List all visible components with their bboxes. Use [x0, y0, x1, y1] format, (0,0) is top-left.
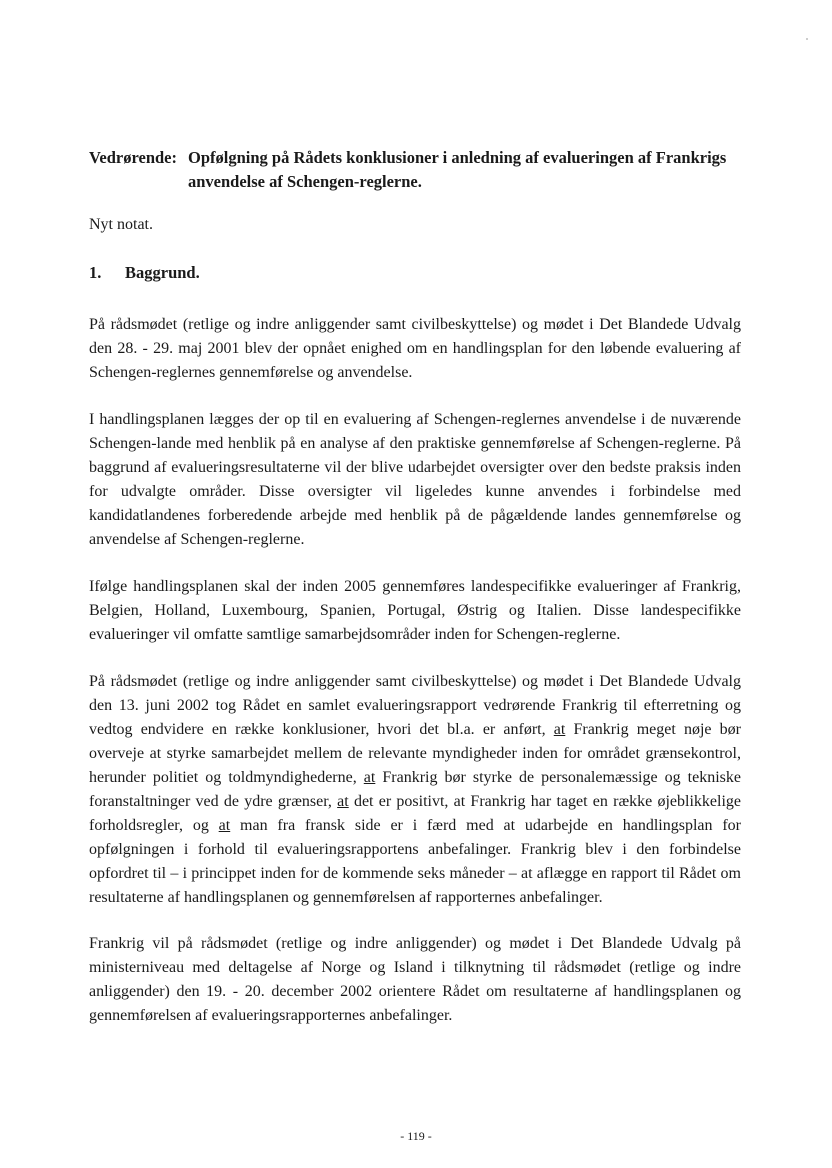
underlined-at: at — [218, 817, 231, 834]
paragraph-5: Frankrig vil på rådsmødet (retlige og indre anliggender) og mødet i Det Blandede Udvalg på ministerniveau med deltagelse af Norge og Island i tilknytning til rådsmødet (retlige og indre anliggender) den 19. - 20. december 2002 orientere Rådet om resultaterne af handlingsplanen og gennemførelsen af evalueringsrapporternes anbefalinger. — [89, 935, 741, 1024]
paragraph-4 — [89, 670, 741, 910]
note-text: Nyt notat. — [89, 216, 153, 233]
paragraph-1: På rådsmødet (retlige og indre anliggender samt civilbeskyttelse) og mødet i Det Blandede Udvalg den 28. - 29. maj 2001 blev der opnået enighed om en handlingsplan for den løbende evaluering af Schengen-reglernes gennemførelse og anvendelse. — [89, 316, 741, 381]
subject-line — [89, 146, 769, 194]
section-heading — [89, 262, 200, 284]
section-number: 1. — [89, 263, 102, 282]
paragraph-4-part-e: man fra fransk side er i færd med at udarbejde en handlingsplan for opfølgningen i forhold til evalueringsrapportens anbefalinger. Frankrig blev i den forbindelse opfordret til – i princippet inden for de kommende seks måneder – at aflægge en rapport til Rådet om resultaterne af handlingsplanen og gennemførelsen af rapporternes anbefalinger. — [89, 817, 741, 906]
paragraph-4-part-a: På rådsmødet (retlige og indre anliggender samt civilbeskyttelse) og mødet i Det Blandede Udvalg den 13. juni 2002 tog Rådet en samlet evalueringsrapport vedrørende Frankrig til efterretning og vedtog endvidere en række konklusioner, hvori det bl.a. er anført, — [89, 673, 741, 738]
paragraph-4-part-b: Frankrig meget nøje bør overveje at styrke samarbejdet mellem de relevante myndigheder inden for området grænsekontrol, herunder politiet og toldmyndighederne, — [89, 721, 741, 786]
paragraph-4-part-c: Frankrig bør styrke de personalemæssige og tekniske foranstaltninger ved de ydre grænser, — [89, 769, 742, 810]
paragraph-4-part-d: det er positivt, at Frankrig har taget en række øjeblikkelige forholdsregler, og — [89, 793, 742, 834]
underlined-at: at — [553, 721, 566, 738]
paragraph-3: Ifølge handlingsplanen skal der inden 2005 gennemføres landespecifikke evalueringer af Frankrig, Belgien, Holland, Luxembourg, Spanien, Portugal, Østrig og Italien. Disse landespecifikke evalueringer vil omfatte samtlige samarbejdsområder inden for Schengen-reglerne. — [89, 578, 741, 643]
page-number: - 119 - — [400, 1129, 432, 1143]
subject-label: Vedrørende: — [89, 148, 177, 167]
section-title: Baggrund. — [125, 263, 200, 282]
scan-speck — [806, 38, 808, 40]
paragraph-2: I handlingsplanen lægges der op til en evaluering af Schengen-reglernes anvendelse i de nuværende Schengen-lande med henblik på en analyse af den praktiske gennemførelse af Schengen-reglerne. På baggrund af evalueringsresultaterne vil der blive udarbejdet oversigter over den bedste praksis inden for udvalgte områder. Disse oversigter vil ligeledes kunne anvendes i forbindelse med kandidatlandenes forberedende arbejde med henblik på de pågældende landes gennemførelse og anvendelse af Schengen-reglerne. — [89, 411, 741, 548]
underlined-at: at — [337, 793, 349, 810]
subject-text: Opfølgning på Rådets konklusioner i anledning af evalueringen af Frankrigs anvendelse af Schengen-reglerne. — [188, 148, 727, 191]
underlined-at: at — [363, 769, 376, 786]
